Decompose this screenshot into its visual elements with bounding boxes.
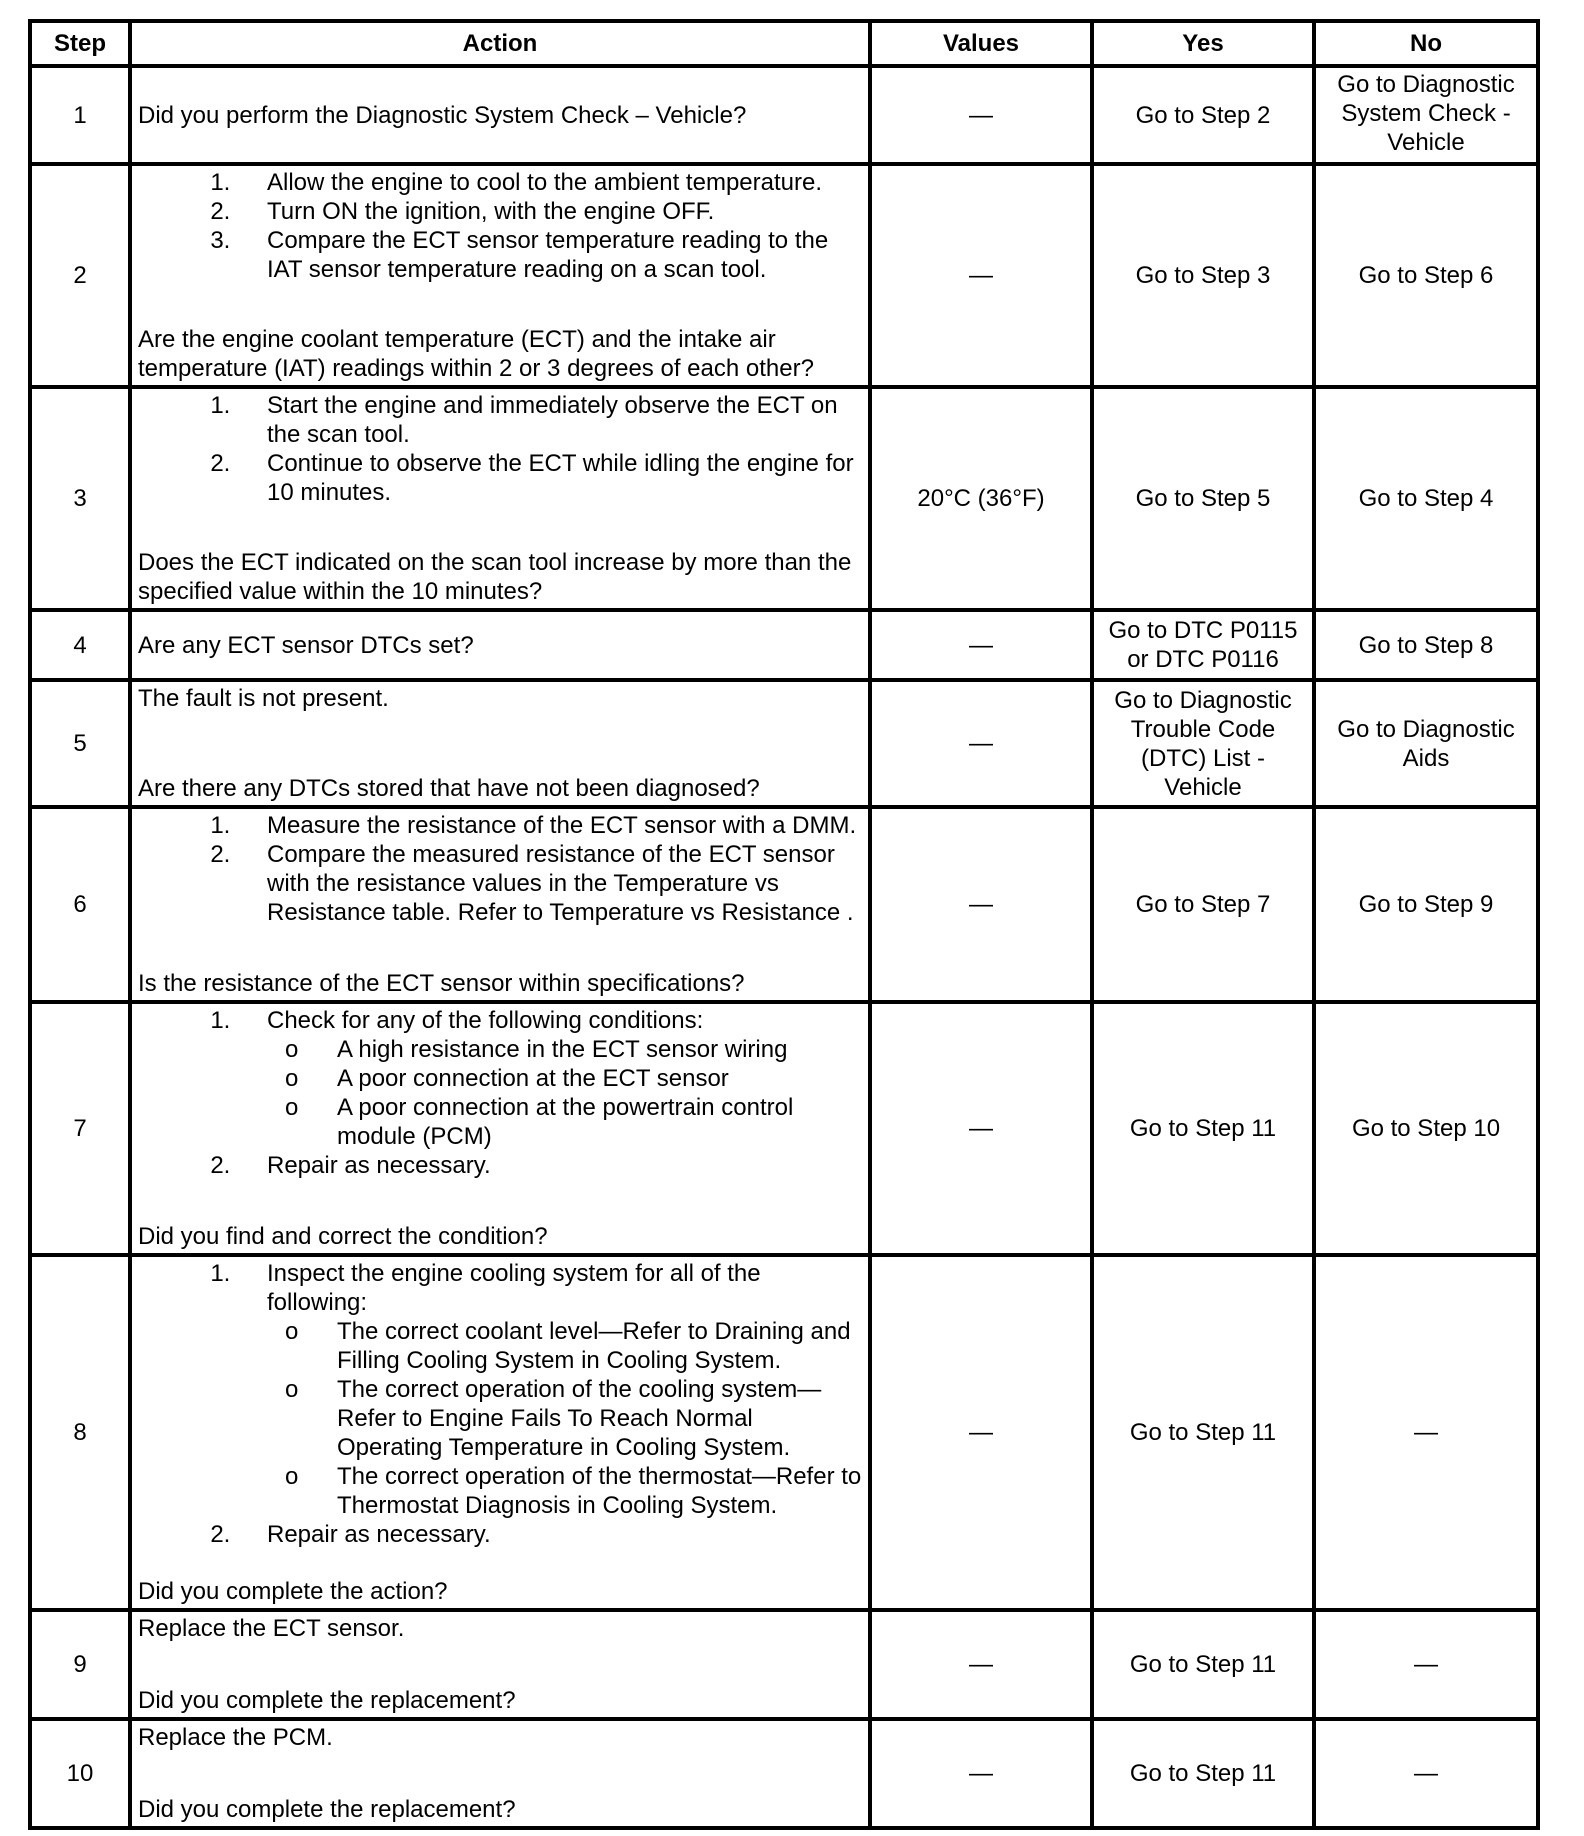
condition-item xyxy=(285,1317,862,1375)
action-cell xyxy=(130,164,870,387)
condition-list xyxy=(267,1317,862,1520)
procedure-step: 2. Turn ON the ignition, with the engine OFF. xyxy=(237,197,862,226)
values-cell: — xyxy=(870,680,1092,807)
table-row-step-5 xyxy=(30,680,1538,807)
yes-cell: Go to Step 11 xyxy=(1092,1719,1314,1828)
bullet-icon: o xyxy=(285,1318,299,1345)
condition-text: The correct coolant level—Refer to Draining and Filling Cooling System in Cooling System. xyxy=(337,1318,851,1374)
action-question: Did you complete the replacement? xyxy=(138,1796,516,1823)
condition-text: The correct operation of the cooling system—Refer to Engine Fails To Reach Normal Operating Temperature in Cooling System. xyxy=(337,1376,822,1461)
condition-item xyxy=(285,1064,862,1093)
table-row-step-3 xyxy=(30,387,1538,610)
action-cell xyxy=(130,66,870,164)
procedure-step-text: Check for any of the following conditions: xyxy=(267,1007,704,1034)
action-question: Are there any DTCs stored that have not been diagnosed? xyxy=(138,775,760,802)
no-cell: Go to Step 8 xyxy=(1314,610,1538,680)
table-row-step-9 xyxy=(30,1610,1538,1719)
bullet-icon: o xyxy=(285,1376,299,1403)
procedure-step: 2. Repair as necessary. xyxy=(237,1151,862,1180)
procedure-list xyxy=(138,811,862,927)
values-cell: — xyxy=(870,1719,1092,1828)
values-cell: — xyxy=(870,66,1092,164)
action-cell xyxy=(130,1610,870,1719)
action-question: Did you complete the action? xyxy=(138,1578,448,1605)
condition-text: The correct operation of the thermostat—Refer to Thermostat Diagnosis in Cooling System. xyxy=(337,1463,862,1519)
bullet-icon: o xyxy=(285,1463,299,1490)
procedure-step-text: Inspect the engine cooling system for all of the following: xyxy=(267,1260,761,1316)
bullet-icon: o xyxy=(285,1036,299,1063)
action-intro: The fault is not present. xyxy=(138,685,389,712)
values-cell: — xyxy=(870,1002,1092,1255)
step-number: 10 xyxy=(30,1719,130,1828)
step-number: 9 xyxy=(30,1610,130,1719)
action-question: Did you perform the Diagnostic System Check – Vehicle? xyxy=(138,101,747,129)
step-number: 2 xyxy=(30,164,130,387)
action-question: Are the engine coolant temperature (ECT) and the intake air temperature (IAT) readings within 2 or 3 degrees of each other? xyxy=(138,326,814,382)
values-cell: — xyxy=(870,1610,1092,1719)
procedure-list xyxy=(138,1259,862,1549)
step-number: 4 xyxy=(30,610,130,680)
no-cell: Go to Diagnostic Aids xyxy=(1314,680,1538,807)
step-number: 1 xyxy=(30,66,130,164)
no-cell: Go to Step 10 xyxy=(1314,1002,1538,1255)
action-cell xyxy=(130,387,870,610)
condition-text: A poor connection at the powertrain control module (PCM) xyxy=(337,1094,794,1150)
action-cell xyxy=(130,807,870,1002)
procedure-step xyxy=(237,1006,862,1151)
action-intro: Replace the PCM. xyxy=(138,1724,333,1751)
procedure-step: 2. Repair as necessary. xyxy=(237,1520,862,1549)
bullet-icon: o xyxy=(285,1094,299,1121)
procedure-list xyxy=(138,168,862,284)
action-question: Did you find and correct the condition? xyxy=(138,1223,548,1250)
condition-text: A high resistance in the ECT sensor wiring xyxy=(337,1036,788,1063)
step-number: 5 xyxy=(30,680,130,807)
procedure-list xyxy=(138,1006,862,1180)
condition-item xyxy=(285,1462,862,1520)
condition-item xyxy=(285,1035,862,1064)
values-cell: — xyxy=(870,1255,1092,1610)
procedure-step xyxy=(237,1259,862,1520)
action-cell xyxy=(130,1002,870,1255)
no-cell: — xyxy=(1314,1255,1538,1610)
yes-cell: Go to DTC P0115 or DTC P0116 xyxy=(1092,610,1314,680)
action-question: Did you complete the replacement? xyxy=(138,1687,516,1714)
procedure-step: 2. Compare the measured resistance of the ECT sensor with the resistance values in the Temperature vs Resistance table. Refer to Temperature vs Resistance . xyxy=(237,840,862,927)
procedure-step: 3. Compare the ECT sensor temperature reading to the IAT sensor temperature reading on a scan tool. xyxy=(237,226,862,284)
step-number: 3 xyxy=(30,387,130,610)
action-intro: Replace the ECT sensor. xyxy=(138,1615,405,1642)
action-cell xyxy=(130,680,870,807)
action-cell xyxy=(130,1719,870,1828)
table-row-step-1 xyxy=(30,66,1538,164)
no-cell: Go to Diagnostic System Check - Vehicle xyxy=(1314,66,1538,164)
values-cell: — xyxy=(870,610,1092,680)
diagnostic-table xyxy=(28,19,1540,1830)
action-question: Does the ECT indicated on the scan tool increase by more than the specified value within the 10 minutes? xyxy=(138,549,852,605)
no-cell: Go to Step 4 xyxy=(1314,387,1538,610)
header-no: No xyxy=(1314,21,1538,66)
no-cell: Go to Step 9 xyxy=(1314,807,1538,1002)
procedure-step: 1. Start the engine and immediately observe the ECT on the scan tool. xyxy=(237,391,862,449)
yes-cell: Go to Diagnostic Trouble Code (DTC) List - Vehicle xyxy=(1092,680,1314,807)
procedure-step: 1. Allow the engine to cool to the ambient temperature. xyxy=(237,168,862,197)
table-row-step-8 xyxy=(30,1255,1538,1610)
condition-text: A poor connection at the ECT sensor xyxy=(337,1065,729,1092)
yes-cell: Go to Step 11 xyxy=(1092,1255,1314,1610)
values-cell: 20°C (36°F) xyxy=(870,387,1092,610)
values-cell: — xyxy=(870,164,1092,387)
table-row-step-2 xyxy=(30,164,1538,387)
header-row xyxy=(30,21,1538,66)
table-row-step-7 xyxy=(30,1002,1538,1255)
yes-cell: Go to Step 5 xyxy=(1092,387,1314,610)
yes-cell: Go to Step 11 xyxy=(1092,1002,1314,1255)
no-cell: Go to Step 6 xyxy=(1314,164,1538,387)
bullet-icon: o xyxy=(285,1065,299,1092)
condition-item xyxy=(285,1375,862,1462)
procedure-step: 2. Continue to observe the ECT while idling the engine for 10 minutes. xyxy=(237,449,862,507)
no-cell: — xyxy=(1314,1719,1538,1828)
header-yes: Yes xyxy=(1092,21,1314,66)
values-cell: — xyxy=(870,807,1092,1002)
yes-cell: Go to Step 3 xyxy=(1092,164,1314,387)
yes-cell: Go to Step 2 xyxy=(1092,66,1314,164)
action-question: Is the resistance of the ECT sensor within specifications? xyxy=(138,970,745,997)
step-number: 6 xyxy=(30,807,130,1002)
header-step: Step xyxy=(30,21,130,66)
header-action: Action xyxy=(130,21,870,66)
step-number: 7 xyxy=(30,1002,130,1255)
procedure-list xyxy=(138,391,862,507)
header-values: Values xyxy=(870,21,1092,66)
action-question: Are any ECT sensor DTCs set? xyxy=(138,631,474,659)
step-number: 8 xyxy=(30,1255,130,1610)
action-cell xyxy=(130,1255,870,1610)
table-row-step-10 xyxy=(30,1719,1538,1828)
yes-cell: Go to Step 11 xyxy=(1092,1610,1314,1719)
condition-list xyxy=(267,1035,862,1151)
action-cell xyxy=(130,610,870,680)
condition-item xyxy=(285,1093,862,1151)
yes-cell: Go to Step 7 xyxy=(1092,807,1314,1002)
table-row-step-6 xyxy=(30,807,1538,1002)
procedure-step: 1. Measure the resistance of the ECT sensor with a DMM. xyxy=(237,811,862,840)
table-row-step-4 xyxy=(30,610,1538,680)
no-cell: — xyxy=(1314,1610,1538,1719)
